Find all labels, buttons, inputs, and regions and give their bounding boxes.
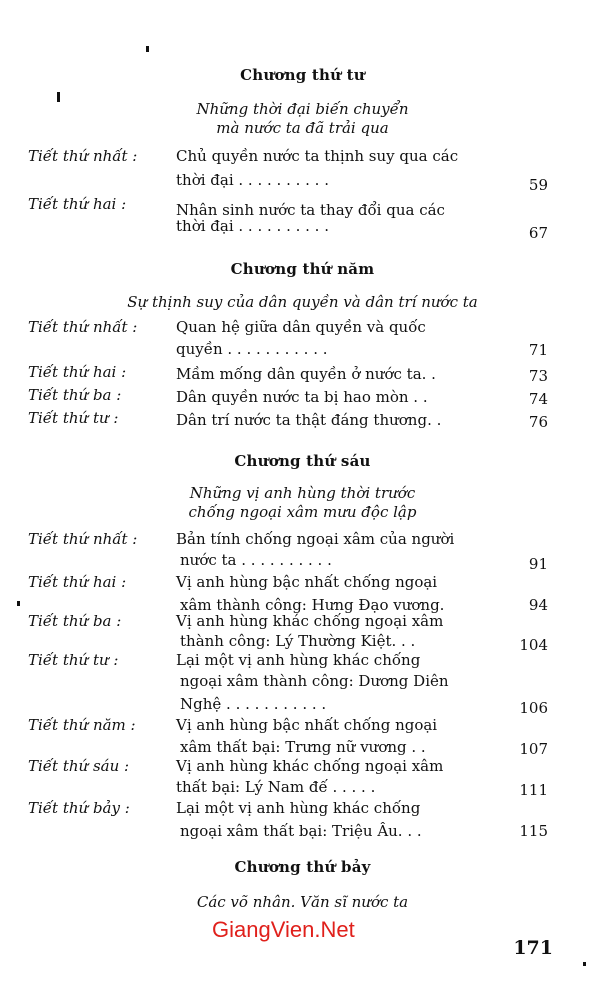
section-label: Tiết thứ bảy :: [28, 799, 130, 817]
section-title: Dân quyền nước ta bị hao mòn . .: [176, 388, 428, 406]
section-label: Tiết thứ ba :: [28, 386, 122, 404]
section-label: Tiết thứ nhất :: [28, 318, 138, 336]
section-title-cont: quyền . . . . . . . . . . .: [176, 340, 328, 358]
section-title-cont: thời đại . . . . . . . . . .: [176, 217, 329, 235]
chapter-subtitle: Các võ nhân. Văn sĩ nước ta: [196, 893, 409, 911]
section-label: Tiết thứ tư :: [28, 651, 119, 669]
chapter-heading: Chương thứ năm: [230, 260, 375, 278]
section-label: Tiết thứ nhất :: [28, 147, 138, 165]
section-label: Tiết thứ hai :: [28, 573, 127, 591]
chapter-subtitle: Sự thịnh suy của dân quyền và dân trí nước ta: [127, 293, 478, 311]
page-ref: 111: [519, 781, 548, 799]
scan-speck: [17, 601, 20, 606]
section-title-cont: thất bại: Lý Nam đế . . . . .: [176, 778, 376, 796]
section-label: Tiết thứ hai :: [28, 363, 127, 381]
section-label: Tiết thứ năm :: [28, 716, 136, 734]
section-title-cont: nước ta . . . . . . . . . .: [180, 551, 332, 569]
chapter-heading: Chương thứ tư: [240, 66, 365, 84]
watermark-logo: GiangVien.Net: [212, 917, 355, 942]
section-title: Lại một vị anh hùng khác chống: [176, 799, 421, 817]
page-ref: 67: [528, 224, 548, 242]
page-ref: 71: [528, 341, 548, 359]
section-title: Mầm mống dân quyền ở nước ta. .: [176, 365, 436, 383]
section-title: Vị anh hùng bậc nhất chống ngoại: [176, 716, 438, 734]
page-ref: 94: [528, 596, 548, 614]
section-title: Vị anh hùng bậc nhất chống ngoại: [176, 573, 438, 591]
section-title: Quan hệ giữa dân quyền và quốc: [176, 318, 426, 336]
section-title: Chủ quyền nước ta thịnh suy qua các: [176, 147, 459, 165]
page-ref: 106: [519, 699, 548, 717]
page-ref: 73: [528, 367, 548, 385]
section-label: Tiết thứ hai :: [28, 195, 127, 213]
section-title: Lại một vị anh hùng khác chống: [176, 651, 421, 669]
section-title: Nhân sinh nước ta thay đổi qua các: [176, 201, 445, 219]
section-title-cont: thời đại . . . . . . . . . .: [176, 171, 329, 189]
page-ref: 91: [528, 555, 548, 573]
page-ref: 104: [519, 636, 548, 654]
section-label: Tiết thứ nhất :: [28, 530, 138, 548]
page-ref: 76: [528, 413, 548, 431]
section-title-cont: thành công: Lý Thường Kiệt. . .: [180, 632, 416, 650]
scan-speck: [146, 46, 149, 52]
page-ref: 74: [528, 390, 548, 408]
section-title-cont: xâm thất bại: Trưng nữ vương . .: [180, 738, 426, 756]
chapter-subtitle: Những vị anh hùng thời trước: [189, 484, 416, 502]
chapter-heading: Chương thứ bảy: [234, 858, 371, 876]
section-label: Tiết thứ tư :: [28, 409, 119, 427]
section-title: Vị anh hùng khác chống ngoại xâm: [176, 612, 444, 630]
section-title: Vị anh hùng khác chống ngoại xâm: [176, 757, 444, 775]
section-title-cont: xâm thành công: Hưng Đạo vương.: [180, 596, 445, 614]
chapter-subtitle: mà nước ta đã trải qua: [216, 119, 389, 137]
section-title: Bản tính chống ngoại xâm của người: [176, 530, 455, 548]
chapter-subtitle: Những thời đại biến chuyển: [196, 100, 409, 118]
scan-speck: [57, 92, 60, 102]
section-label: Tiết thứ ba :: [28, 612, 122, 630]
section-title-cont: Nghệ . . . . . . . . . . .: [180, 695, 327, 713]
page-number: 171: [513, 937, 553, 959]
section-title-cont: ngoại xâm thành công: Dương Diên: [180, 672, 449, 690]
chapter-heading: Chương thứ sáu: [234, 452, 371, 470]
chapter-subtitle: chống ngoại xâm mưu độc lập: [188, 503, 417, 521]
section-label: Tiết thứ sáu :: [28, 757, 130, 775]
section-title-cont: ngoại xâm thất bại: Triệu Âu. . .: [180, 822, 422, 840]
section-title: Dân trí nước ta thật đáng thương. .: [176, 411, 442, 429]
page-ref: 115: [519, 822, 548, 840]
page-ref: 107: [519, 740, 548, 758]
scan-speck: [583, 962, 586, 966]
page-ref: 59: [528, 176, 548, 194]
